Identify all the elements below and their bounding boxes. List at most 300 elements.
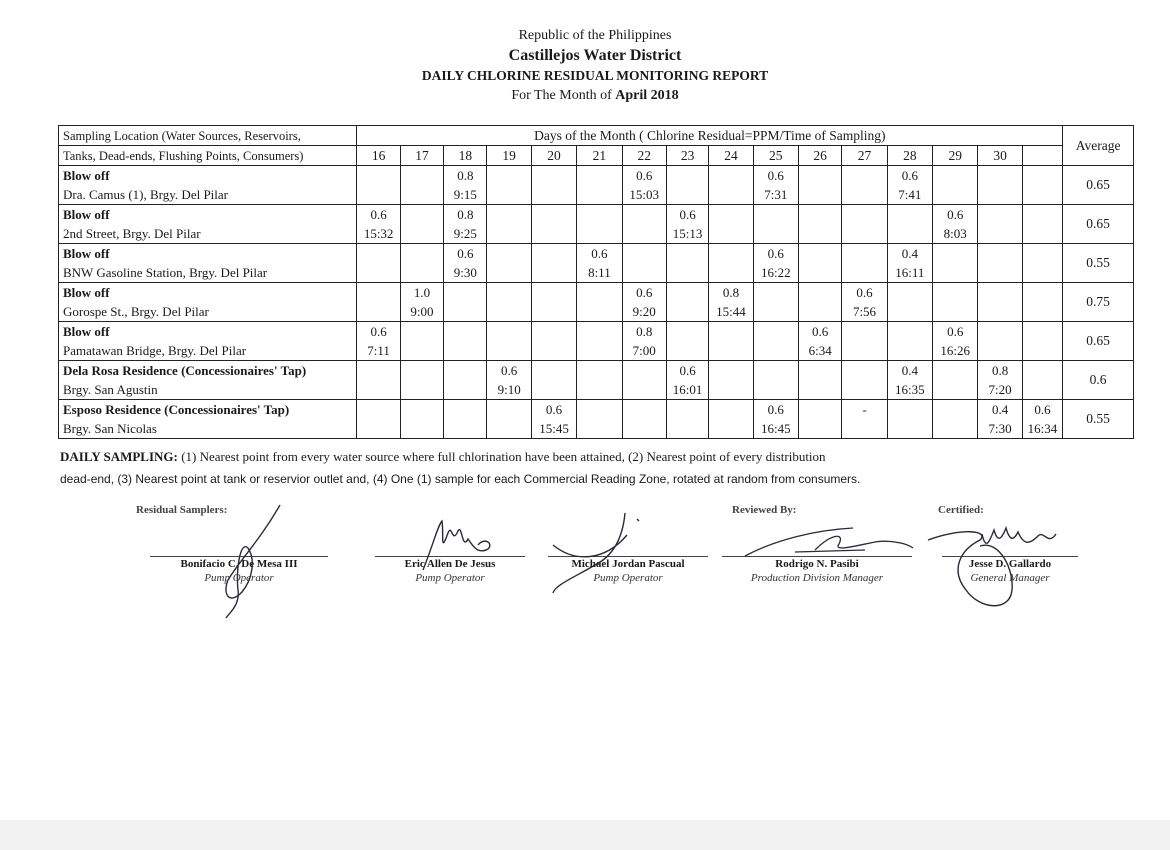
sampling-time (444, 341, 487, 361)
signatory-name: Michael Jordan Pascual (571, 558, 685, 570)
row-average: 0.55 (1063, 400, 1134, 439)
sampling-time: 7:56 (842, 302, 887, 322)
residual-value (577, 322, 622, 342)
sampling-time (753, 341, 798, 361)
sampling-time (1022, 185, 1062, 205)
signatory-position: Pump Operator (415, 572, 485, 584)
residual-value: 0.6 (753, 166, 798, 186)
location-row-times (59, 185, 1134, 205)
signature-3-scribble (545, 505, 655, 595)
sampling-time (887, 419, 932, 439)
row-average: 0.65 (1063, 205, 1134, 244)
sampling-time (444, 419, 487, 439)
sampling-time (357, 380, 400, 400)
residual-value (798, 244, 841, 264)
residual-value (487, 205, 531, 225)
residual-value (487, 244, 531, 264)
signatory-name: Eric Allen De Jesus (404, 558, 496, 570)
sampling-time (400, 185, 443, 205)
sampling-time: 7:31 (753, 185, 798, 205)
residual-value (400, 400, 443, 420)
sampling-time: 9:10 (487, 380, 531, 400)
location-row-values (59, 361, 1134, 381)
residual-value (444, 283, 487, 303)
residual-value (1022, 244, 1062, 264)
sampling-time: 16:45 (753, 419, 798, 439)
sampling-time: 9:20 (622, 302, 666, 322)
residual-value (842, 322, 887, 342)
sampling-time (400, 380, 443, 400)
residual-value: 0.6 (933, 322, 978, 342)
row-average: 0.65 (1063, 166, 1134, 205)
sampling-time (357, 302, 400, 322)
residual-value (577, 361, 622, 381)
sampling-time: 16:11 (887, 263, 932, 283)
sampling-time (933, 419, 978, 439)
sampling-time: 15:13 (666, 224, 708, 244)
scan-bottom-edge (0, 820, 1170, 850)
day-header: 21 (577, 146, 622, 166)
residual-value (487, 400, 531, 420)
sampling-time: 15:03 (622, 185, 666, 205)
location-header-2: Tanks, Dead-ends, Flushing Points, Consumers) (59, 146, 357, 166)
location-name: Brgy. San Agustin (59, 380, 357, 400)
residual-value (798, 361, 841, 381)
republic-line: Republic of the Philippines (518, 28, 672, 43)
sampling-time (357, 185, 400, 205)
signature-4-scribble (735, 520, 915, 560)
signature-1-scribble (200, 500, 300, 620)
sampling-time (842, 185, 887, 205)
location-row-values (59, 205, 1134, 225)
residual-value: 0.6 (487, 361, 531, 381)
residual-value (933, 361, 978, 381)
sampling-time: 16:22 (753, 263, 798, 283)
location-row-values (59, 400, 1134, 420)
notes-label: DAILY SAMPLING: (60, 449, 178, 464)
sampling-time (709, 419, 753, 439)
location-title: Blow off (59, 283, 357, 303)
residual-value: 0.6 (666, 205, 708, 225)
sampling-time (487, 302, 531, 322)
sampling-time (842, 380, 887, 400)
residual-value (400, 166, 443, 186)
residual-value (753, 322, 798, 342)
residual-value: 0.4 (887, 361, 932, 381)
sampling-time (531, 263, 576, 283)
signatory-position: General Manager (970, 572, 1050, 584)
sampling-time (487, 185, 531, 205)
residual-value (487, 283, 531, 303)
residual-value (842, 361, 887, 381)
sampling-time: 7:11 (357, 341, 400, 361)
district-name: Castillejos Water District (508, 47, 682, 64)
location-name: 2nd Street, Brgy. Del Pilar (59, 224, 357, 244)
sampling-time (400, 263, 443, 283)
residual-value (887, 400, 932, 420)
location-name: Brgy. San Nicolas (59, 419, 357, 439)
sampling-time: 6:34 (798, 341, 841, 361)
sampling-notes (60, 446, 1140, 490)
sampling-time: 8:11 (577, 263, 622, 283)
residual-value (887, 205, 932, 225)
signatory-position: Production Division Manager (750, 572, 884, 584)
signatory-name: Bonifacio C. De Mesa III (180, 558, 298, 570)
residual-value (622, 400, 666, 420)
location-row-values (59, 283, 1134, 303)
day-header: 28 (887, 146, 932, 166)
sampling-time (1022, 380, 1062, 400)
day-header: 18 (444, 146, 487, 166)
sampling-time: 16:35 (887, 380, 932, 400)
day-header: 24 (709, 146, 753, 166)
sampling-time (887, 302, 932, 322)
row-average: 0.55 (1063, 244, 1134, 283)
residual-value (666, 166, 708, 186)
residual-value (357, 361, 400, 381)
residual-value (444, 361, 487, 381)
sampling-time (400, 341, 443, 361)
sampling-time (666, 185, 708, 205)
residual-value (400, 205, 443, 225)
sampling-time (709, 224, 753, 244)
sampling-time (577, 419, 622, 439)
residual-value (709, 166, 753, 186)
signatory-4 (722, 556, 912, 585)
sampling-time: 9:15 (444, 185, 487, 205)
row-average: 0.65 (1063, 322, 1134, 361)
sampling-time (577, 380, 622, 400)
residual-value: 0.6 (531, 400, 576, 420)
residual-value (666, 244, 708, 264)
sampling-time (577, 224, 622, 244)
sampling-time (1022, 263, 1062, 283)
sampling-time: 9:00 (400, 302, 443, 322)
sampling-time (531, 185, 576, 205)
sampling-time (622, 224, 666, 244)
residual-value (933, 283, 978, 303)
residual-value (798, 205, 841, 225)
certified-label: Certified: (938, 504, 984, 516)
signature-5-scribble (920, 520, 1060, 620)
residual-value (798, 400, 841, 420)
signature-2-scribble (418, 515, 498, 575)
sampling-time (622, 419, 666, 439)
residual-value (531, 322, 576, 342)
sampling-time: 7:41 (887, 185, 932, 205)
residual-value (357, 166, 400, 186)
residual-value (577, 205, 622, 225)
residual-value (577, 166, 622, 186)
residual-value: 0.4 (887, 244, 932, 264)
residual-value (531, 244, 576, 264)
residual-value (978, 283, 1022, 303)
header-row-2 (59, 146, 1134, 166)
report-header (0, 26, 1170, 106)
residual-value: 0.6 (577, 244, 622, 264)
residual-value (753, 283, 798, 303)
location-title: Blow off (59, 205, 357, 225)
location-name: Pamatawan Bridge, Brgy. Del Pilar (59, 341, 357, 361)
samplers-label: Residual Samplers: (136, 504, 228, 516)
residual-value (753, 361, 798, 381)
residual-value (753, 205, 798, 225)
residual-value (666, 400, 708, 420)
residual-value: 0.6 (666, 361, 708, 381)
day-header (1022, 146, 1062, 166)
location-row-values (59, 244, 1134, 264)
location-title: Blow off (59, 322, 357, 342)
sampling-time (487, 224, 531, 244)
residual-value (709, 244, 753, 264)
location-name: Dra. Camus (1), Brgy. Del Pilar (59, 185, 357, 205)
residual-value (709, 322, 753, 342)
sampling-time (887, 224, 932, 244)
sampling-time (622, 263, 666, 283)
residual-value (400, 244, 443, 264)
residual-value (887, 283, 932, 303)
sampling-time (753, 302, 798, 322)
reviewed-label: Reviewed By: (732, 504, 797, 516)
sampling-time (753, 380, 798, 400)
sampling-time (400, 419, 443, 439)
sampling-time: 15:45 (531, 419, 576, 439)
sampling-time: 8:03 (933, 224, 978, 244)
sampling-time (842, 224, 887, 244)
location-header-1: Sampling Location (Water Sources, Reservoirs, (59, 126, 357, 146)
residual-value: 0.6 (887, 166, 932, 186)
sampling-time (487, 341, 531, 361)
sampling-time (666, 419, 708, 439)
residual-value (531, 166, 576, 186)
location-title: Dela Rosa Residence (Concessionaires' Tap) (59, 361, 357, 381)
location-row-times (59, 419, 1134, 439)
residual-value (400, 322, 443, 342)
residual-value (978, 205, 1022, 225)
residual-value (487, 322, 531, 342)
residual-value (978, 244, 1022, 264)
day-header: 25 (753, 146, 798, 166)
residual-value: 0.6 (798, 322, 841, 342)
residual-value: 0.6 (622, 166, 666, 186)
residual-value (531, 205, 576, 225)
location-title: Esposo Residence (Concessionaires' Tap) (59, 400, 357, 420)
sampling-time: 7:00 (622, 341, 666, 361)
residual-value (622, 244, 666, 264)
signatory-position: Pump Operator (204, 572, 274, 584)
sampling-time: 16:34 (1022, 419, 1062, 439)
residual-value: 0.8 (978, 361, 1022, 381)
sampling-time (487, 263, 531, 283)
sampling-time (978, 341, 1022, 361)
sampling-time: 15:44 (709, 302, 753, 322)
sampling-time (933, 263, 978, 283)
location-name: Gorospe St., Brgy. Del Pilar (59, 302, 357, 322)
signatory-position: Pump Operator (593, 572, 663, 584)
row-average: 0.75 (1063, 283, 1134, 322)
residual-value (709, 361, 753, 381)
sampling-time (357, 263, 400, 283)
sampling-time (531, 380, 576, 400)
residual-value (1022, 205, 1062, 225)
sampling-time (798, 302, 841, 322)
residual-value: 0.8 (444, 166, 487, 186)
residual-value (798, 166, 841, 186)
report-title: DAILY CHLORINE RESIDUAL MONITORING REPORT (421, 68, 769, 83)
location-row-values (59, 322, 1134, 342)
residual-value (357, 400, 400, 420)
residual-value (622, 205, 666, 225)
location-title: Blow off (59, 244, 357, 264)
day-header: 22 (622, 146, 666, 166)
sampling-time (1022, 302, 1062, 322)
residual-value (933, 244, 978, 264)
residual-value (357, 283, 400, 303)
day-header: 30 (978, 146, 1022, 166)
signatory-name: Rodrigo N. Pasibi (775, 558, 859, 570)
residual-value: 0.6 (753, 244, 798, 264)
day-header: 29 (933, 146, 978, 166)
residual-value: 0.6 (357, 322, 400, 342)
sampling-time (1022, 341, 1062, 361)
sampling-time (1022, 224, 1062, 244)
sampling-time (444, 302, 487, 322)
residual-value (622, 361, 666, 381)
residual-value: 0.6 (622, 283, 666, 303)
day-header: 19 (487, 146, 531, 166)
day-header: 23 (666, 146, 708, 166)
residual-value: - (842, 400, 887, 420)
location-row-times (59, 380, 1134, 400)
sampling-time (842, 263, 887, 283)
residual-value (487, 166, 531, 186)
sampling-time: 16:26 (933, 341, 978, 361)
average-header: Average (1063, 126, 1134, 166)
sampling-time (531, 341, 576, 361)
sampling-time: 9:25 (444, 224, 487, 244)
sampling-time: 7:20 (978, 380, 1022, 400)
day-header: 27 (842, 146, 887, 166)
row-average: 0.6 (1063, 361, 1134, 400)
sampling-time (487, 419, 531, 439)
sampling-time (709, 263, 753, 283)
sampling-time (753, 224, 798, 244)
day-header: 16 (357, 146, 400, 166)
day-header: 17 (400, 146, 443, 166)
sampling-time (357, 419, 400, 439)
sampling-time (531, 224, 576, 244)
residual-value: 0.8 (622, 322, 666, 342)
residual-value (933, 166, 978, 186)
residual-value (1022, 166, 1062, 186)
residual-value (842, 205, 887, 225)
residual-value (444, 322, 487, 342)
residual-value: 0.6 (753, 400, 798, 420)
sampling-time (444, 380, 487, 400)
notes-line-1: (1) Nearest point from every water source where full chlorination have been attained, (2) Nearest point of every distribution (181, 449, 826, 464)
sampling-time (577, 341, 622, 361)
sampling-time (709, 380, 753, 400)
sampling-time (577, 302, 622, 322)
sampling-time (666, 341, 708, 361)
residual-value: 0.6 (444, 244, 487, 264)
sampling-time (798, 380, 841, 400)
residual-value (709, 205, 753, 225)
residual-value (933, 400, 978, 420)
sampling-time (842, 341, 887, 361)
sampling-time (978, 302, 1022, 322)
sampling-time (842, 419, 887, 439)
notes-line-2: dead-end, (3) Nearest point at tank or reservior outlet and, (4) One (1) sample for each Commercial Reading Zone, rotated at random from consumers. (60, 472, 861, 486)
location-row-times (59, 263, 1134, 283)
residual-value: 0.6 (357, 205, 400, 225)
sampling-time (798, 263, 841, 283)
residual-value: 1.0 (400, 283, 443, 303)
sampling-time (577, 185, 622, 205)
report-month: For The Month of April 2018 (511, 88, 679, 103)
residual-value (444, 400, 487, 420)
residual-value: 0.8 (444, 205, 487, 225)
days-header: Days of the Month ( Chlorine Residual=PPM/Time of Sampling) (357, 126, 1063, 146)
location-row-values (59, 166, 1134, 186)
sampling-time (709, 185, 753, 205)
chlorine-table (58, 125, 1134, 439)
location-row-times (59, 341, 1134, 361)
sampling-time (978, 185, 1022, 205)
residual-value (1022, 283, 1062, 303)
sampling-time (933, 185, 978, 205)
sampling-time (531, 302, 576, 322)
residual-value: 0.8 (709, 283, 753, 303)
residual-value (577, 283, 622, 303)
sampling-time (798, 224, 841, 244)
sampling-time (978, 263, 1022, 283)
residual-value (887, 322, 932, 342)
residual-value (531, 283, 576, 303)
residual-value: 0.6 (933, 205, 978, 225)
residual-value (978, 166, 1022, 186)
header-row-1 (59, 126, 1134, 146)
residual-value: 0.6 (1022, 400, 1062, 420)
residual-value (709, 400, 753, 420)
sampling-time (933, 380, 978, 400)
sampling-time (709, 341, 753, 361)
sampling-time (798, 185, 841, 205)
sampling-time (978, 224, 1022, 244)
residual-value (531, 361, 576, 381)
sampling-time (666, 302, 708, 322)
sampling-time (887, 341, 932, 361)
sampling-time (666, 263, 708, 283)
sampling-time (933, 302, 978, 322)
sampling-time: 16:01 (666, 380, 708, 400)
residual-value (798, 283, 841, 303)
residual-value (666, 283, 708, 303)
residual-value (1022, 322, 1062, 342)
residual-value (577, 400, 622, 420)
sampling-time: 15:32 (357, 224, 400, 244)
day-header: 20 (531, 146, 576, 166)
residual-value: 0.6 (842, 283, 887, 303)
location-name: BNW Gasoline Station, Brgy. Del Pilar (59, 263, 357, 283)
residual-value: 0.4 (978, 400, 1022, 420)
location-title: Blow off (59, 166, 357, 186)
sampling-time (798, 419, 841, 439)
sampling-time: 9:30 (444, 263, 487, 283)
location-row-times (59, 302, 1134, 322)
day-header: 26 (798, 146, 841, 166)
residual-value (1022, 361, 1062, 381)
